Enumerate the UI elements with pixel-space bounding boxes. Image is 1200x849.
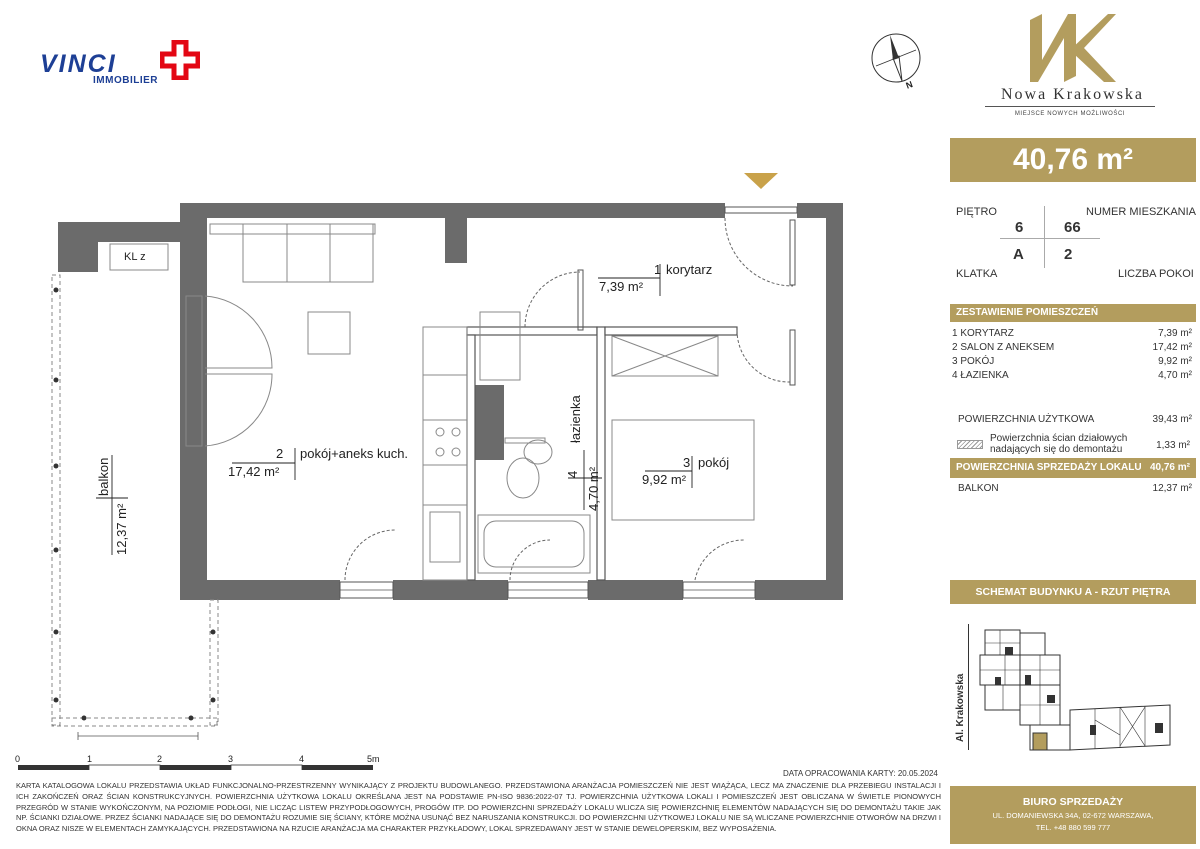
scale-tick-label: 2 — [157, 754, 163, 764]
card-date: DATA OPRACOWANIA KARTY: 20.05.2024 — [783, 769, 938, 778]
rooms-table-row: 2 SALON Z ANEKSEM 17,42 m² — [952, 342, 1192, 353]
room1-number: 1 — [654, 262, 662, 277]
rooms-table-header: ZESTAWIENIE POMIESZCZEŃ — [950, 304, 1196, 322]
balcony-row: BALKON 12,37 m² — [958, 483, 1192, 494]
stair-value: A — [1013, 246, 1024, 263]
building-schematic-header: SCHEMAT BUDYNKU A - RZUT PIĘTRA — [950, 580, 1196, 604]
balcony-area: 12,37 m² — [114, 503, 129, 555]
info-divider-horizontal — [1000, 238, 1100, 239]
building-schematic-drawing — [975, 625, 1180, 755]
project-tagline: MIEJSCE NOWYCH MOŻLIWOŚCI — [1014, 111, 1126, 117]
room3-name: pokój — [698, 455, 730, 470]
rooms-count-label: LICZBA POKOI — [1118, 268, 1194, 280]
scale-tick-label: 3 — [228, 754, 234, 764]
kl-label: KL z — [124, 251, 146, 263]
vinci-logo-subtext: IMMOBILIER — [93, 75, 158, 86]
rooms-table-row: 3 POKÓJ 9,92 m² — [952, 356, 1192, 367]
rooms-table-row: 4 ŁAZIENKA 4,70 m² — [952, 370, 1192, 381]
apartment-area-badge: 40,76 m² — [950, 138, 1196, 182]
sales-office-address: UL. DOMANIEWSKA 34A, 02-672 WARSZAWA, — [992, 811, 1154, 820]
floor-value: 6 — [1015, 219, 1024, 236]
room4-number: 4 — [565, 470, 580, 478]
sales-office-phone: TEL. +48 880 599 777 — [1035, 823, 1111, 832]
street-label: Al. Krakowska — [955, 673, 966, 742]
logo-divider — [985, 106, 1155, 107]
apartment-highlight — [1033, 733, 1047, 750]
room4-area: 4,70 m² — [586, 466, 601, 511]
project-title: Nowa Krakowska — [1000, 86, 1145, 103]
vinci-logo-text: VINCI — [40, 50, 117, 78]
room1-name: korytarz — [666, 262, 713, 277]
scale-tick-label: 5m — [367, 754, 380, 764]
removable-walls-label: Powierzchnia ścian działowych nadających się do demontażu — [990, 433, 1128, 455]
entrance-marker — [744, 173, 778, 189]
compass-north-label: N — [904, 79, 915, 91]
usable-area-row: POWIERZCHNIA UŻYTKOWA 39,43 m² — [958, 414, 1192, 425]
floor-label: PIĘTRO — [956, 206, 997, 218]
unit-number-label: NUMER MIESZKANIA — [1086, 206, 1197, 218]
removable-walls-swatch — [957, 440, 983, 449]
scale-tick-label: 4 — [299, 754, 305, 764]
sales-office-box — [950, 786, 1196, 844]
stair-label: KLATKA — [956, 268, 998, 280]
sales-office-title: BIURO SPRZEDAŻY — [1022, 796, 1124, 808]
room4-name: łazienka — [568, 395, 583, 443]
room3-area: 9,92 m² — [642, 472, 687, 487]
removable-walls-value: 1,33 m² — [1156, 440, 1190, 451]
street-line — [968, 624, 969, 750]
room2-name: pokój+aneks kuch. — [300, 446, 409, 461]
scale-tick-label: 1 — [87, 754, 93, 764]
room1-area: 7,39 m² — [599, 279, 644, 294]
sale-area-row: POWIERZCHNIA SPRZEDAŻY LOKALU 40,76 m² — [950, 458, 1196, 478]
disclaimer-text: KARTA KATALOGOWA LOKALU PRZEDSTAWIA UKŁAD FUNKCJONALNO-PRZESTRZENNY WYNIKAJĄCY Z PROJEKTU BUDOWLANEGO. PRZEDSTAWIONA ARANŻACJA POMIESZCZEŃ NIE JEST WIĄŻĄCA, LECZ MA ZNACZENIE DLA PRZEBIEGU INSTALACJI I ICH ZAKOŃCZEŃ ORAZ ŚCIAN KONSTRUKCYJNYCH. POWIERZCHNIA UŻYTKOWA LOKALU OKREŚLANA JEST NA PODSTAWIE PN-ISO 9836:2022-07 TJ. POWIERZCHNIA UŻYTKOWA LOKALI I POMIESZCZEŃ JEST OBLICZANA W ŚWIETLE PIONOWYCH PRZEGRÓD W STANIE WYKOŃCZONYM, NA POZIOMIE PODŁOGI, NIE LICZĄC LISTEW PRZYPODŁOGOWYCH, PROGÓW ITP. DO POWIERZCHNI SPRZEDAŻY LOKALU WLICZA SIĘ POWIERZCHNIĘ ELEMENTÓW NADAJĄCYCH SIĘ DO DEMONTAŻU TAKIE JAK NP. ŚCIANKI DZIAŁOWE. PRZEZ ŚCIANKI NADAJĄCE SIĘ DO DEMONTAŻU ROZUMIE SIĘ ŚCIANY, KTÓRE MOŻNA USUNĄĆ BEZ NARUSZANIA KONSTRUKCJI. DO POWIERZCHNI UŻYTKOWEJ LOKALU NIE SĄ WLICZANE POWIERZCHNIE OTWORÓW NA DRZWI I OKNA ORAZ NISZE W ELEMENTACH ZAMYKAJĄCYCH. PRZEDSTAWIONA NA RZUCIE ARANŻACJA MA CHARAKTER PRZYKŁADOWY, LOKAL SPRZEDAWANY JEST W STANIE DEWELOPERSKIM, BEZ WYPOSAŻENIA. — [16, 781, 941, 834]
unit-number-value: 66 — [1064, 219, 1081, 236]
scale-tick-label: 0 — [15, 754, 21, 764]
room3-number: 3 — [683, 455, 691, 470]
nowa-krakowska-logo-icon — [1028, 14, 1118, 84]
balcony-name: balkon — [96, 457, 111, 496]
room2-area: 17,42 m² — [228, 464, 280, 479]
info-divider-vertical — [1044, 206, 1045, 268]
rooms-table-row: 1 KORYTARZ 7,39 m² — [952, 328, 1192, 339]
rooms-count-value: 2 — [1064, 246, 1073, 263]
room2-number: 2 — [276, 446, 284, 461]
